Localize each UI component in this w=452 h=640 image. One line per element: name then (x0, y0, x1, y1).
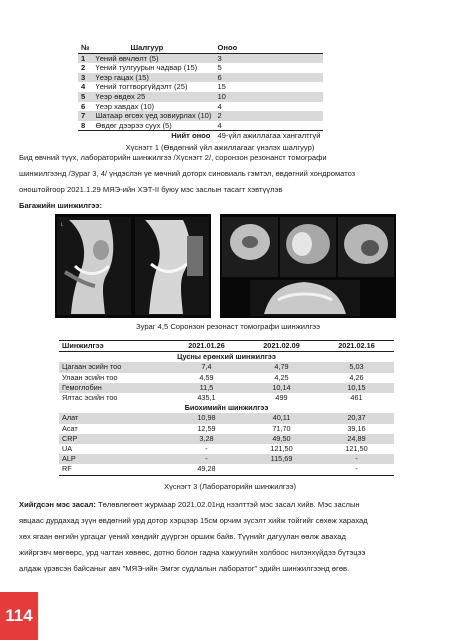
table-3-caption: Хүснэгт 3 (Лабораторийн шинжилгээ) (164, 482, 296, 491)
lab-value: 10,15 (319, 383, 394, 393)
lab-value: 121,50 (345, 444, 368, 454)
lab-value: 10,98 (169, 413, 244, 423)
lab-value: - (205, 444, 208, 454)
text-line: жийргэвч мөгөөрс, урд чагтан хөвөөс, дотно болон гадна хажуугийн холбоос нилэнхүйдээ бүтэцээ (19, 548, 366, 557)
lab-test-name: ALP (59, 454, 169, 464)
imaging-heading: Багажийн шинжилгээ: (19, 201, 103, 210)
total-label: Нийт оноо (92, 131, 214, 141)
lab-value: 49,50 (244, 434, 319, 444)
row-criterion: Үений өвчлөлт (5) (92, 53, 214, 63)
total-spacer (78, 131, 92, 141)
score-table-row (78, 73, 323, 83)
lab-row (59, 413, 394, 423)
lab-row (59, 434, 394, 444)
lab-value: 3,28 (169, 434, 244, 444)
row-number: 1 (78, 53, 92, 63)
row-criterion: Үеэр хавдах (10) (95, 101, 155, 111)
score-table-body (78, 53, 323, 141)
row-score: 15 (217, 82, 226, 92)
row-score: 4 (217, 120, 222, 130)
text-line: алдаж үрэвсэн байсаныг авч "МЯЭ-ийн Эмгэг судлалын лаборатог" эдийн шинжилгээнд өгөв. (19, 564, 350, 573)
row-criterion: Үеэр өвдөх 25 (92, 92, 214, 102)
lab-test-name: Алат (59, 413, 169, 423)
lab-section-row (59, 352, 394, 363)
row-score: 5 (217, 63, 222, 73)
lab-value: 5,03 (319, 362, 394, 372)
lab-value: - (319, 464, 394, 475)
lab-value: 39,16 (347, 423, 366, 433)
lab-test-name: Улаан эсийн тоо (62, 372, 118, 382)
knee-score-table (78, 43, 323, 141)
lab-value: 4,26 (349, 372, 364, 382)
surgery-paragraph (19, 497, 434, 577)
figure-caption: Зураг 4,5 Соронзон резонаст томографи шинжилгээ (136, 322, 320, 331)
lab-header-cell: 2021.02.16 (319, 341, 394, 352)
lab-row (59, 373, 394, 383)
lab-value: 24,89 (319, 434, 394, 444)
header-no: № (78, 43, 92, 53)
score-total-row (78, 131, 323, 141)
row-score: 4 (217, 101, 222, 111)
lab-header-cell: Шинжилгээ (59, 341, 169, 352)
lab-row (59, 362, 394, 372)
row-score: 3 (214, 53, 323, 63)
lab-test-name: Цагаан эсийн тоо (59, 362, 169, 372)
lab-row (59, 444, 394, 454)
text-line (19, 497, 434, 513)
row-number: 4 (81, 82, 86, 92)
lab-header-cell: 2021.02.09 (244, 341, 319, 352)
row-criterion: Үений тогтворгүйдэлт (25) (95, 82, 188, 92)
header-score: Оноо (214, 43, 323, 53)
lab-value: 11,5 (169, 383, 244, 393)
lab-section-title: Цусны ерөнхий шинжилгээ (177, 352, 276, 362)
row-criterion: Үений тулгуурын чадвар (15) (95, 63, 198, 73)
text-line: Бид өвчний түүх, лабораторийн шинжилгээ /Хүснэгт 2/, соронзон резонанст томографи (19, 153, 327, 162)
lab-header-cell: 2021.01.26 (169, 341, 244, 352)
row-number: 7 (78, 111, 92, 121)
lab-value: 71,70 (272, 423, 291, 433)
mri-sagittal-drawing (55, 214, 211, 318)
lab-value: 7,4 (169, 362, 244, 372)
row-score: 2 (214, 111, 323, 121)
diagnosis-paragraph (19, 150, 434, 198)
score-table-header (78, 43, 323, 53)
lab-value: 4,59 (199, 372, 214, 382)
row-number: 5 (78, 92, 92, 102)
page-number: 114 (0, 592, 38, 640)
row-number: 2 (81, 63, 86, 73)
row-score: 6 (214, 73, 323, 83)
lab-value: 4,79 (244, 362, 319, 372)
lab-value: 49,28 (169, 464, 244, 475)
mri-image-sagittal (55, 214, 211, 318)
lab-value: 4,25 (274, 372, 289, 382)
lab-header-row (59, 341, 394, 352)
row-number: 8 (81, 120, 86, 130)
mri-coronal-drawing (220, 214, 396, 318)
score-table-row (78, 82, 323, 92)
lab-value: 121,50 (270, 444, 293, 454)
lab-test-name: Гемоглобин (59, 383, 169, 393)
lab-value: - (319, 454, 394, 464)
lab-table-body (59, 341, 394, 476)
score-table-row (78, 92, 323, 102)
lab-row (59, 393, 394, 403)
score-table-row (78, 63, 323, 73)
score-table-row (78, 102, 323, 112)
row-number: 6 (81, 101, 86, 111)
lab-value: 20,37 (319, 413, 394, 423)
row-criterion: Өвдөг дээрээ суух (5) (95, 120, 172, 130)
table-1-caption: Хүснэгт 1 (Өвдөгний үйл ажиллагааг үнэлэх шалгуур) (125, 143, 315, 152)
svg-text:L: L (61, 222, 64, 227)
lab-value (244, 464, 319, 475)
lab-value: 12,59 (197, 423, 216, 433)
text-line: шинжилгээнд /Зураг 3, 4/ үндэслэн үе мөчний доторх синовиаль гэмтэл, өвдөгний хондроматоз (19, 169, 356, 178)
row-criterion: Үеэр гацах (15) (92, 73, 214, 83)
row-number: 3 (78, 73, 92, 83)
surgery-text: Төлөвлөгөөт журмаар 2021.02.01нд нээлттэй мэс засал хийв. Мэс заслын (95, 500, 360, 509)
lab-test-name: CRP (59, 434, 169, 444)
lab-section-title: Биохимийн шинжилгээ (184, 403, 269, 413)
lab-value: 40,11 (244, 413, 319, 423)
lab-value: 435,1 (197, 393, 216, 403)
lab-test-name: Асат (62, 423, 78, 433)
lab-row (59, 383, 394, 393)
lab-test-name: RF (59, 464, 169, 475)
mri-image-coronal (220, 214, 396, 318)
lab-row (59, 454, 394, 464)
score-table-row (78, 121, 323, 131)
lab-results-table (59, 340, 394, 476)
lab-value: 461 (350, 393, 363, 403)
lab-row (59, 424, 394, 434)
lab-section-row (59, 403, 394, 413)
lab-row (59, 464, 394, 475)
lab-value: 499 (275, 393, 288, 403)
lab-value: - (169, 454, 244, 464)
row-criterion: Шатаар өгсөх үед зовиурлах (10) (92, 111, 214, 121)
total-value: 49-үйл ажиллагаа хангалтгүй (214, 131, 323, 141)
score-table-row (78, 111, 323, 121)
text-line: оноштойгоор 2021.1.29 МЯЭ-ийн ХЭТ-II буюу мэс заслын тасагт хэвтүүлэв (19, 185, 283, 194)
lab-test-name: UA (62, 444, 73, 454)
lab-value: 115,69 (244, 454, 319, 464)
header-criterion: Шалгуур (92, 43, 214, 53)
lab-value: 10,14 (244, 383, 319, 393)
score-table-row (78, 53, 323, 63)
text-line: явцаас дурдахад зүүн өвдөгний урд дотор хэрцээр 15см орчим зүсэлт хийж тойгийг сөхөж харахад (19, 516, 368, 525)
lab-test-name: Ялтас эсийн тоо (62, 393, 118, 403)
text-line: хөх ягаан өнгийн ургацаг үений хөндийг дүүргэн оршиж байв. Түүнийг дагуулан өөлж авахад (19, 532, 346, 541)
row-score: 10 (214, 92, 323, 102)
surgery-heading: Хийгдсэн мэс засал: (19, 500, 96, 509)
